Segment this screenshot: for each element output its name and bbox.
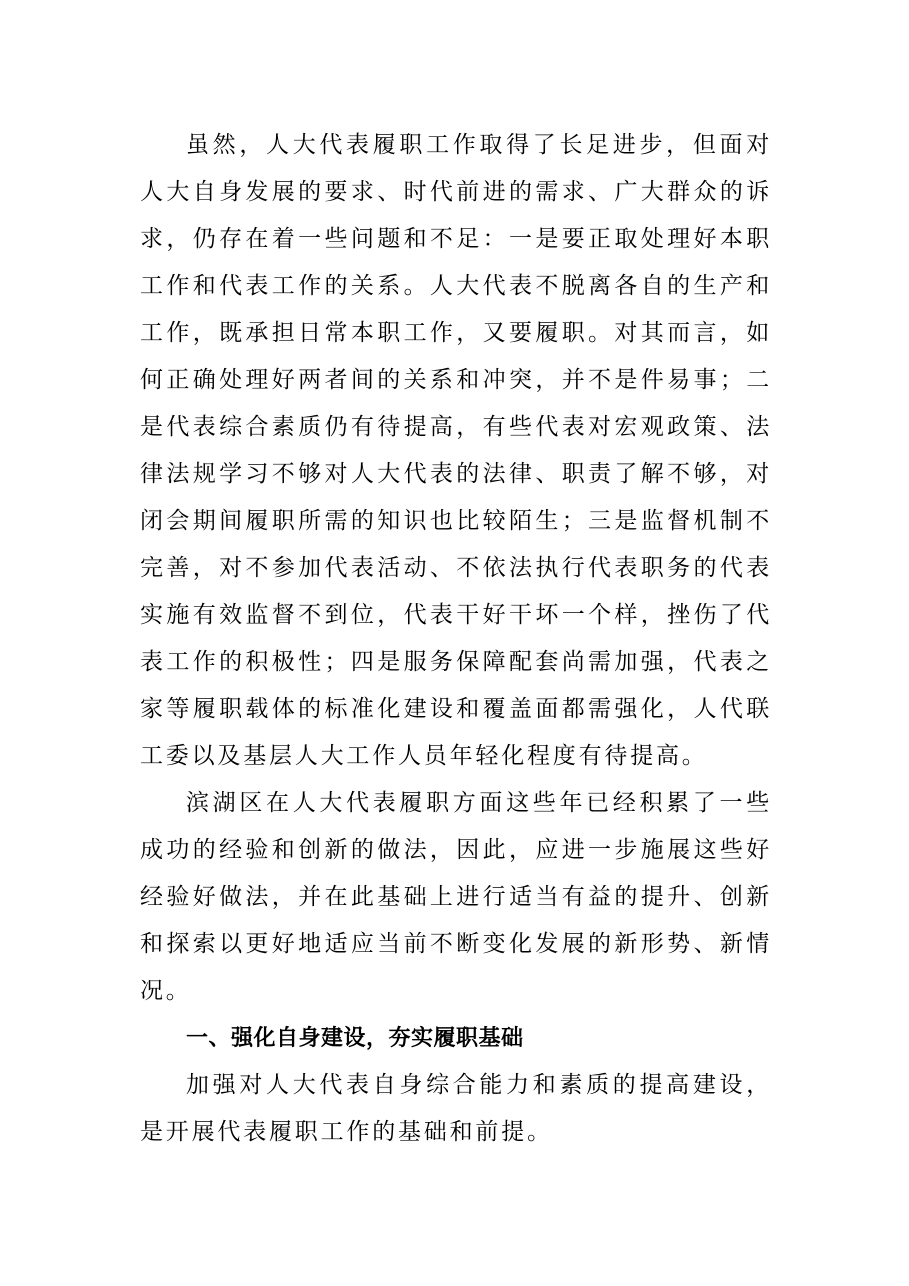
paragraph-self-building: 加强对人大代表自身综合能力和素质的提高建设，是开展代表履职工作的基础和前提。 <box>140 1072 772 1145</box>
paragraph-binhu-experience: 滨湖区在人大代表履职方面这些年已经积累了一些成功的经验和创新的做法，因此，应进一步施展这些好经验好做法，并在此基础上进行适当有益的提升、创新和探索以更好地适应当前不断变化发展的新形势、新情况。 <box>140 790 772 1004</box>
paragraph-problems: 虽然，人大代表履职工作取得了长足进步，但面对人大自身发展的要求、时代前进的需求、广大群众的诉求，仍存在着一些问题和不足：一是要正取处理好本职工作和代表工作的关系。人大代表不脱离各自的生产和工作，既承担日常本职工作，又要履职。对其而言，如何正确处理好两者间的关系和冲突，并不是件易事；二是代表综合素质仍有待提高，有些代表对宏观政策、法律法规学习不够对人大代表的法律、职责了解不够，对闭会期间履职所需的知识也比较陌生；三是监督机制不完善，对不参加代表活动、不依法执行代表职务的代表实施有效监督不到位，代表干好干坏一个样，挫伤了代表工作的积极性；四是服务保障配套尚需加强，代表之家等履职载体的标准化建设和覆盖面都需强化，人代联工委以及基层人大工作人员年轻化程度有待提高。 <box>140 132 772 769</box>
document-body <box>140 122 772 1156</box>
section-heading: 一、强化自身建设，夯实履职基础 <box>186 1026 524 1051</box>
